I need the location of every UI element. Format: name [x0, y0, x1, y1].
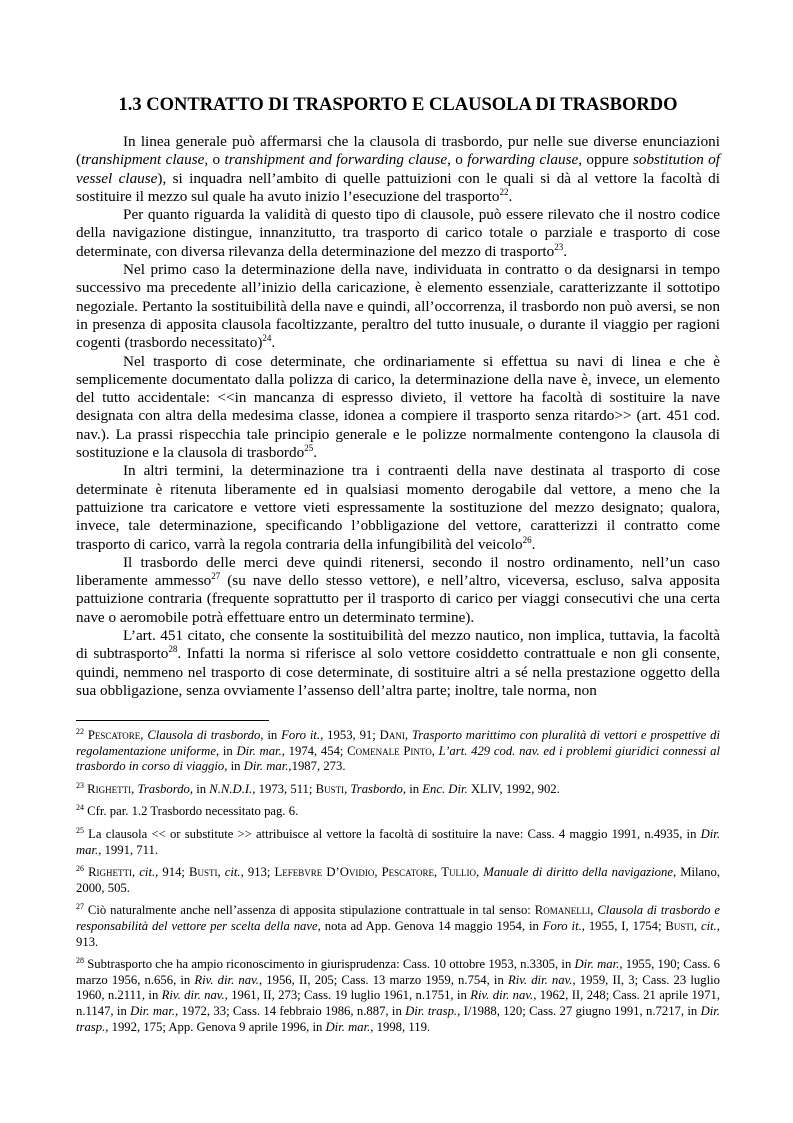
text-run: Ciò naturalmente anche nell’assenza di apposita stipulazione contrattuale in tal senso:: [84, 903, 535, 918]
footnote-ref: 24: [262, 333, 272, 344]
italic-text: Dir. mar.,: [574, 957, 623, 972]
text-run: , o: [447, 151, 468, 169]
text-run: .: [508, 187, 513, 205]
text-run: ,: [131, 781, 138, 796]
footnote: [76, 804, 720, 820]
footnote-ref: 22: [76, 726, 84, 736]
italic-text: Riv. dir. nav.,: [507, 972, 576, 987]
footnote-ref: 27: [76, 902, 84, 912]
italic-text: Trasbordo,: [350, 781, 407, 796]
italic-text: Trasporto marittimo con pluralità di vettori e prospettive di regolamentazione uniforme,: [76, 728, 721, 758]
text-run: 1991, 711.: [101, 842, 159, 857]
text-run: 1987, 273.: [291, 759, 346, 774]
italic-text: sobstitution of vessel clause: [76, 151, 721, 187]
text-run: Per quanto riguarda la validità di questo tipo di clausole, può essere rilevato che il nostro codice della navigazione distingue, innanzitutto, tra trasporto di carico totale o parziale e trasporto di cose determinate, con diversa rilevanza della determinazione del mezzo di trasporto: [76, 206, 720, 260]
text-run: 914;: [158, 865, 190, 880]
text-run: 1956, II, 205; Cass. 13 marzo 1959, n.754, in: [262, 972, 508, 987]
italic-text: Foro it.,: [281, 728, 324, 742]
italic-text: Riv. dir. nav.,: [470, 988, 537, 1003]
text-run: (su nave dello stesso vettore), e nell’altro, viceversa, escluso, salva apposita pattuizione contraria (frequente soprattutto per il trasporto di carico per viaggi consecutivi che una certa nave o aeromobile potrà effettuare entro un determinato termine).: [76, 572, 720, 626]
italic-text: cit.,: [700, 918, 720, 933]
italic-text: Clausola di trasbordo e responsabilità del vettore per scelta della nave,: [76, 903, 720, 933]
author-name: Righetti: [88, 865, 133, 880]
text-run: Milano, 2000, 505.: [76, 865, 721, 895]
body-text: [76, 133, 720, 700]
author-name: Dani: [379, 728, 405, 742]
text-run: I/1988, 120; Cass. 27 giugno 1991, n.7217, in: [460, 1003, 701, 1018]
footnote-ref: 23: [76, 780, 84, 790]
body-paragraph: [76, 206, 720, 261]
text-run: ,: [693, 918, 701, 933]
italic-text: transhipment clause: [81, 151, 205, 169]
text-run: Nel primo caso la determinazione della nave, individuata in contratto o da designarsi in tempo successivo ma precedente all’inizio della caricazione, è elemento essenziale, caratterizzante il sottotipo negoziale. Pertanto la sostituibilità della nave e quindi, all’occorrenza, il trasbordo non può aversi, se non in presenza di apposita clausola facoltizzante, peraltro del tutto inusuale, o durante il viaggio per ragioni cogenti (trasbordo necessitato): [76, 261, 720, 352]
text-run: ,: [590, 903, 598, 918]
text-run: . Infatti la norma si riferisce al solo vettore cosiddetto contrattuale e non gli consente, quindi, nemmeno nel trasporto di cose determinate, di sostituire altri a sé nella prestazione oggetto della sua obbligazione, senza ovviamente l’assenso dell’altra parte; inoltre, tale norma, non: [76, 645, 720, 699]
italic-text: Dir. mar.,: [243, 759, 292, 774]
footnote-ref: 27: [211, 571, 221, 582]
text-run: 1955, I, 1754;: [584, 918, 666, 933]
text-run: 1955, 190; Cass. 6 marzo 1956, n.656, in: [76, 957, 720, 987]
text-run: ,: [140, 728, 148, 742]
author-name: Romanelli: [534, 903, 591, 918]
text-run: 1972, 33; Cass. 14 febbraio 1986, n.887, in: [178, 1003, 406, 1018]
text-run: Subtrasporto che ha ampio riconoscimento in giurisprudenza: Cass. 10 ottobre 1953, n.3305, in: [84, 957, 575, 972]
text-run: 1962, II, 248; Cass. 21 aprile 1971, n.1147, in: [76, 988, 720, 1018]
text-run: .: [531, 535, 536, 553]
author-name: Busti: [189, 865, 218, 880]
footnote-ref: 23: [554, 241, 564, 252]
footnote-ref: 28: [168, 644, 178, 655]
footnote-ref: 22: [499, 186, 509, 197]
text-run: In altri termini, la determinazione tra i contraenti della nave destinata al trasporto di cose determinate è ritenuta liberamente ed in qualsiasi momento derogabile dal vettore, a meno che la pattuizione tra caricatore e vettore vieti espressamente la sostituzione del mezzo designato; qualora, invece, tale determinazione, specificando l’obbligazione del vettore, caratterizzi il contratto come trasporto di carico, varrà la regola contraria della infungibilità del veicolo: [76, 462, 720, 553]
footnote: [76, 865, 720, 896]
text-run: in: [263, 728, 282, 742]
text-run: 1959, II, 3; Cass. 23 luglio 1960, n.2111, in: [76, 972, 720, 1003]
footnote-separator: [76, 720, 269, 721]
text-run: 1998, 119.: [373, 1019, 431, 1034]
italic-text: Clausola di trasbordo,: [147, 728, 264, 742]
text-run: , oppure: [578, 151, 633, 169]
italic-text: Riv. dir. nav.,: [161, 988, 228, 1003]
italic-text: L’art. 429 cod. nav. ed i problemi giuridici connessi al trasbordo in corso di viaggio,: [76, 743, 720, 774]
text-run: ,: [431, 743, 439, 758]
italic-text: cit.,: [139, 865, 159, 880]
text-run: 913.: [76, 934, 99, 949]
body-paragraph: [76, 462, 720, 553]
text-run: ,: [374, 865, 382, 880]
italic-text: Dir. mar.,: [236, 743, 285, 758]
italic-text: Trasbordo,: [137, 781, 194, 796]
text-run: Nel trasporto di cose determinate, che ordinariamente si effettua su navi di linea e che è semplicemente documentato dalla polizza di carico, la determinazione della nave è, invece, un elemento del tutto accidentale: <<in mancanza di espresso divieto, il vettore ha facoltà di sostituire la nave designata con altra della medesima classe, idonea a compiere il trasporto senza ritardo>> (art. 451 cod. nav.). La prassi rispecchia tale principio generale e le polizze normalmente contengono la clausola di sostituzione e la clausola di trasbordo: [76, 352, 720, 462]
section-heading: 1.3 CONTRATTO DI TRASPORTO E CLAUSOLA DI TRASBORDO: [118, 95, 678, 115]
text-run: ), si inquadra nell’ambito di quelle pattuizioni con le quali si dà al vettore la facoltà di sostituire il mezzo sul quale ha avuto inizio l’esecuzione del trasporto: [76, 169, 720, 205]
italic-text: Enc. Dir.: [422, 781, 468, 796]
footnote-ref: 26: [522, 534, 532, 545]
text-run: .: [313, 444, 317, 462]
footnotes: [76, 728, 720, 1042]
footnote-ref: 25: [304, 442, 314, 453]
text-run: ,: [344, 781, 351, 796]
body-paragraph: [76, 353, 720, 463]
italic-text: Foro it.,: [542, 918, 585, 933]
text-run: in: [227, 759, 244, 774]
body-paragraph: [76, 627, 720, 700]
text-run: In linea generale può affermarsi che la clausola di trasbordo, pur nelle sue diverse enunciazioni (: [76, 133, 720, 169]
author-name: Comenale Pinto: [347, 743, 432, 758]
italic-text: forwarding clause: [467, 151, 579, 169]
body-paragraph: [76, 133, 720, 206]
text-run: in: [193, 781, 210, 796]
italic-text: cit.,: [224, 865, 244, 880]
footnote: [76, 728, 720, 775]
text-run: in: [219, 743, 237, 758]
text-run: 1961, II, 273; Cass. 19 luglio 1961, n.1751, in: [227, 988, 471, 1003]
author-name: Righetti: [87, 781, 132, 796]
footnote: [76, 903, 720, 950]
author-name: Pescatore: [87, 728, 141, 742]
text-run: ,: [404, 728, 412, 742]
footnote-ref: 24: [76, 803, 84, 813]
italic-text: transhipment and forwarding clause: [224, 151, 448, 169]
text-run: ,: [434, 865, 442, 880]
italic-text: Dir. mar.,: [325, 1019, 374, 1034]
footnote: [76, 827, 720, 858]
footnote: [76, 957, 720, 1035]
footnote-ref: 25: [76, 825, 84, 835]
text-run: 1953, 91;: [323, 728, 380, 742]
text-run: La clausola << or substitute >> attribuisce al vettore la facoltà di sostituire la nave: Cass. 4 maggio 1991, n.4935, in: [84, 826, 701, 841]
text-run: nota ad App. Genova 14 maggio 1954, in: [320, 918, 543, 933]
text-run: in: [406, 781, 423, 796]
text-run: ,: [132, 865, 140, 880]
text-run: 1974, 454;: [284, 743, 348, 758]
italic-text: N.N.D.I.,: [209, 781, 256, 796]
italic-text: Riv. dir. nav.,: [194, 972, 263, 987]
text-run: ,: [476, 865, 484, 880]
author-name: Busti: [665, 918, 694, 933]
italic-text: Dir. trasp.,: [405, 1003, 461, 1018]
footnote-ref: 26: [76, 863, 84, 873]
text-run: 913;: [243, 865, 275, 880]
text-run: Cfr. par. 1.2 Trasbordo necessitato pag. 6.: [84, 804, 299, 819]
text-run: .: [563, 242, 567, 260]
author-name: Lefebvre D’Ovidio: [274, 865, 375, 880]
italic-text: Dir. mar.,: [130, 1003, 179, 1018]
italic-text: Dir. trasp.,: [76, 1003, 720, 1034]
text-run: .: [271, 334, 276, 352]
text-run: , o: [204, 151, 225, 169]
text-run: Il trasbordo delle merci deve quindi ritenersi, secondo il nostro ordinamento, nell’un caso liberamente ammesso: [76, 553, 720, 590]
footnote: [76, 782, 720, 798]
text-run: ,: [217, 865, 225, 880]
text-run: XLIV, 1992, 902.: [467, 781, 560, 796]
author-name: Tullio: [441, 865, 477, 880]
body-paragraph: [76, 261, 720, 352]
footnote-ref: 28: [76, 955, 84, 965]
italic-text: Dir. mar.,: [76, 826, 720, 857]
text-run: 1992, 175; App. Genova 9 aprile 1996, in: [108, 1019, 326, 1034]
italic-text: Manuale di diritto della navigazione,: [483, 865, 677, 880]
author-name: Pescatore: [381, 865, 435, 880]
text-run: L’art. 451 citato, che consente la sostituibilità del mezzo nautico, non implica, tuttavia, la facoltà di subtrasporto: [76, 627, 720, 663]
body-paragraph: [76, 554, 720, 627]
text-run: 1973, 511;: [255, 781, 316, 796]
author-name: Busti: [315, 781, 345, 796]
